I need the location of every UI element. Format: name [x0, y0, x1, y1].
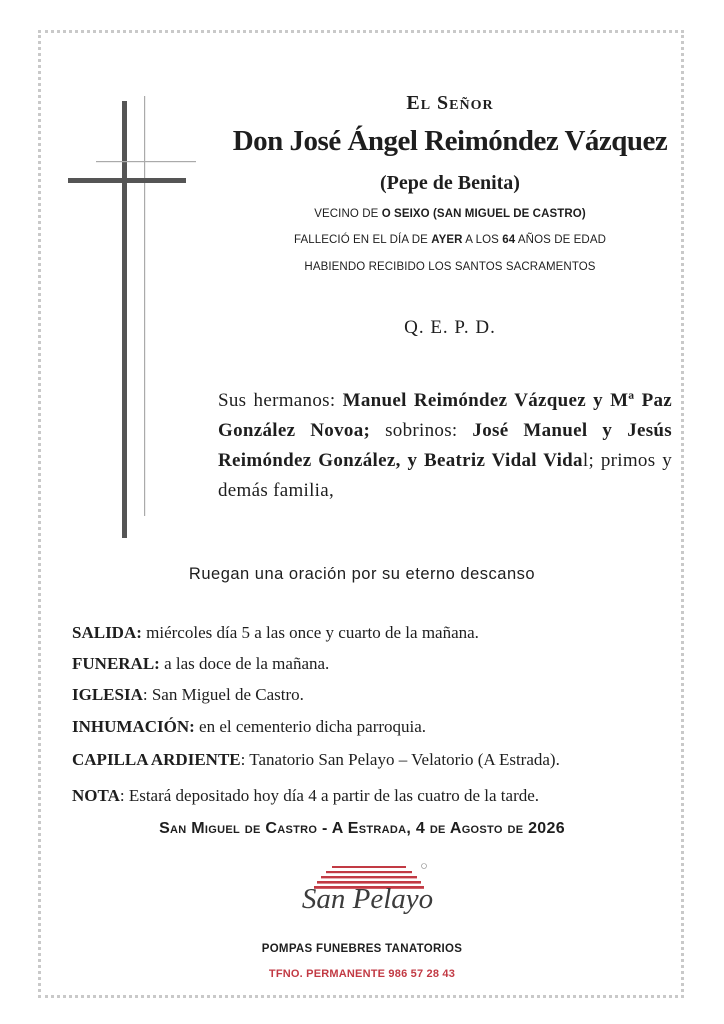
logo-text: San Pelayo — [301, 883, 434, 915]
services-line: POMPAS FUNEBRES TANATORIOS — [261, 943, 463, 955]
place-date: San Miguel de Castro - A Estrada, 4 de Agosto de 2026 — [159, 820, 565, 837]
family-nephews: José Manuel y Jesús Reimóndez González, y Beatriz Vidal Vida — [218, 420, 672, 471]
family-text-3: l; primos y demás familia, — [218, 450, 673, 501]
detail-text: : Estará depositado hoy día 4 a partir de las cuatro de la tarde. — [119, 786, 540, 805]
detail-label: SALIDA: — [72, 623, 142, 642]
death-line — [200, 234, 700, 246]
death-suffix: AÑOS DE EDAD — [515, 234, 607, 246]
detail-text: miércoles día 5 a las once y cuarto de la mañana. — [141, 623, 479, 642]
family-text-1: Sus hermanos: — [218, 390, 343, 411]
death-mid: A LOS — [462, 234, 503, 246]
detail-text: en el cementerio dicha parroquia. — [194, 717, 427, 736]
deceased-nickname: (Pepe de Benita) — [380, 172, 520, 194]
detail-inhumacion — [72, 717, 426, 737]
detail-label: NOTA — [72, 786, 120, 805]
qepd: Q. E. P. D. — [404, 317, 496, 338]
family-paragraph — [218, 386, 672, 506]
detail-label: FUNERAL: — [72, 654, 160, 673]
death-age: 64 — [502, 234, 516, 246]
detail-capilla — [72, 750, 560, 770]
detail-label: CAPILLA ARDIENTE — [72, 750, 241, 769]
detail-iglesia — [72, 685, 304, 705]
detail-text: : San Miguel de Castro. — [142, 685, 304, 704]
detail-text: a las doce de la mañana. — [159, 654, 330, 673]
sacraments-line: HABIENDO RECIBIDO LOS SANTOS SACRAMENTOS — [304, 261, 596, 273]
residence-line — [200, 208, 700, 220]
detail-label: IGLESIA — [72, 685, 143, 704]
residence-prefix: VECINO DE — [314, 208, 382, 220]
death-day: AYER — [431, 234, 463, 246]
residence-place: O SEIXO (SAN MIGUEL DE CASTRO) — [381, 208, 586, 220]
family-siblings: Manuel Reimóndez Vázquez y Mª Paz González Novoa; — [218, 390, 673, 441]
title-senor: El Señor — [406, 92, 494, 114]
detail-funeral — [72, 654, 329, 674]
detail-label: INHUMACIÓN: — [72, 717, 195, 736]
detail-text: : Tanatorio San Pelayo – Velatorio (A Estrada). — [240, 750, 560, 769]
deceased-name: Don José Ángel Reimóndez Vázquez — [232, 125, 668, 157]
phone-line: TFNO. PERMANENTE 986 57 28 43 — [268, 968, 456, 980]
detail-nota — [72, 786, 539, 806]
prayer-request: Ruegan una oración por su eterno descanso — [188, 565, 536, 583]
family-text-2: sobrinos: — [370, 420, 473, 441]
detail-salida — [72, 623, 479, 643]
death-prefix: FALLECIÓ EN EL DÍA DE — [293, 234, 432, 246]
